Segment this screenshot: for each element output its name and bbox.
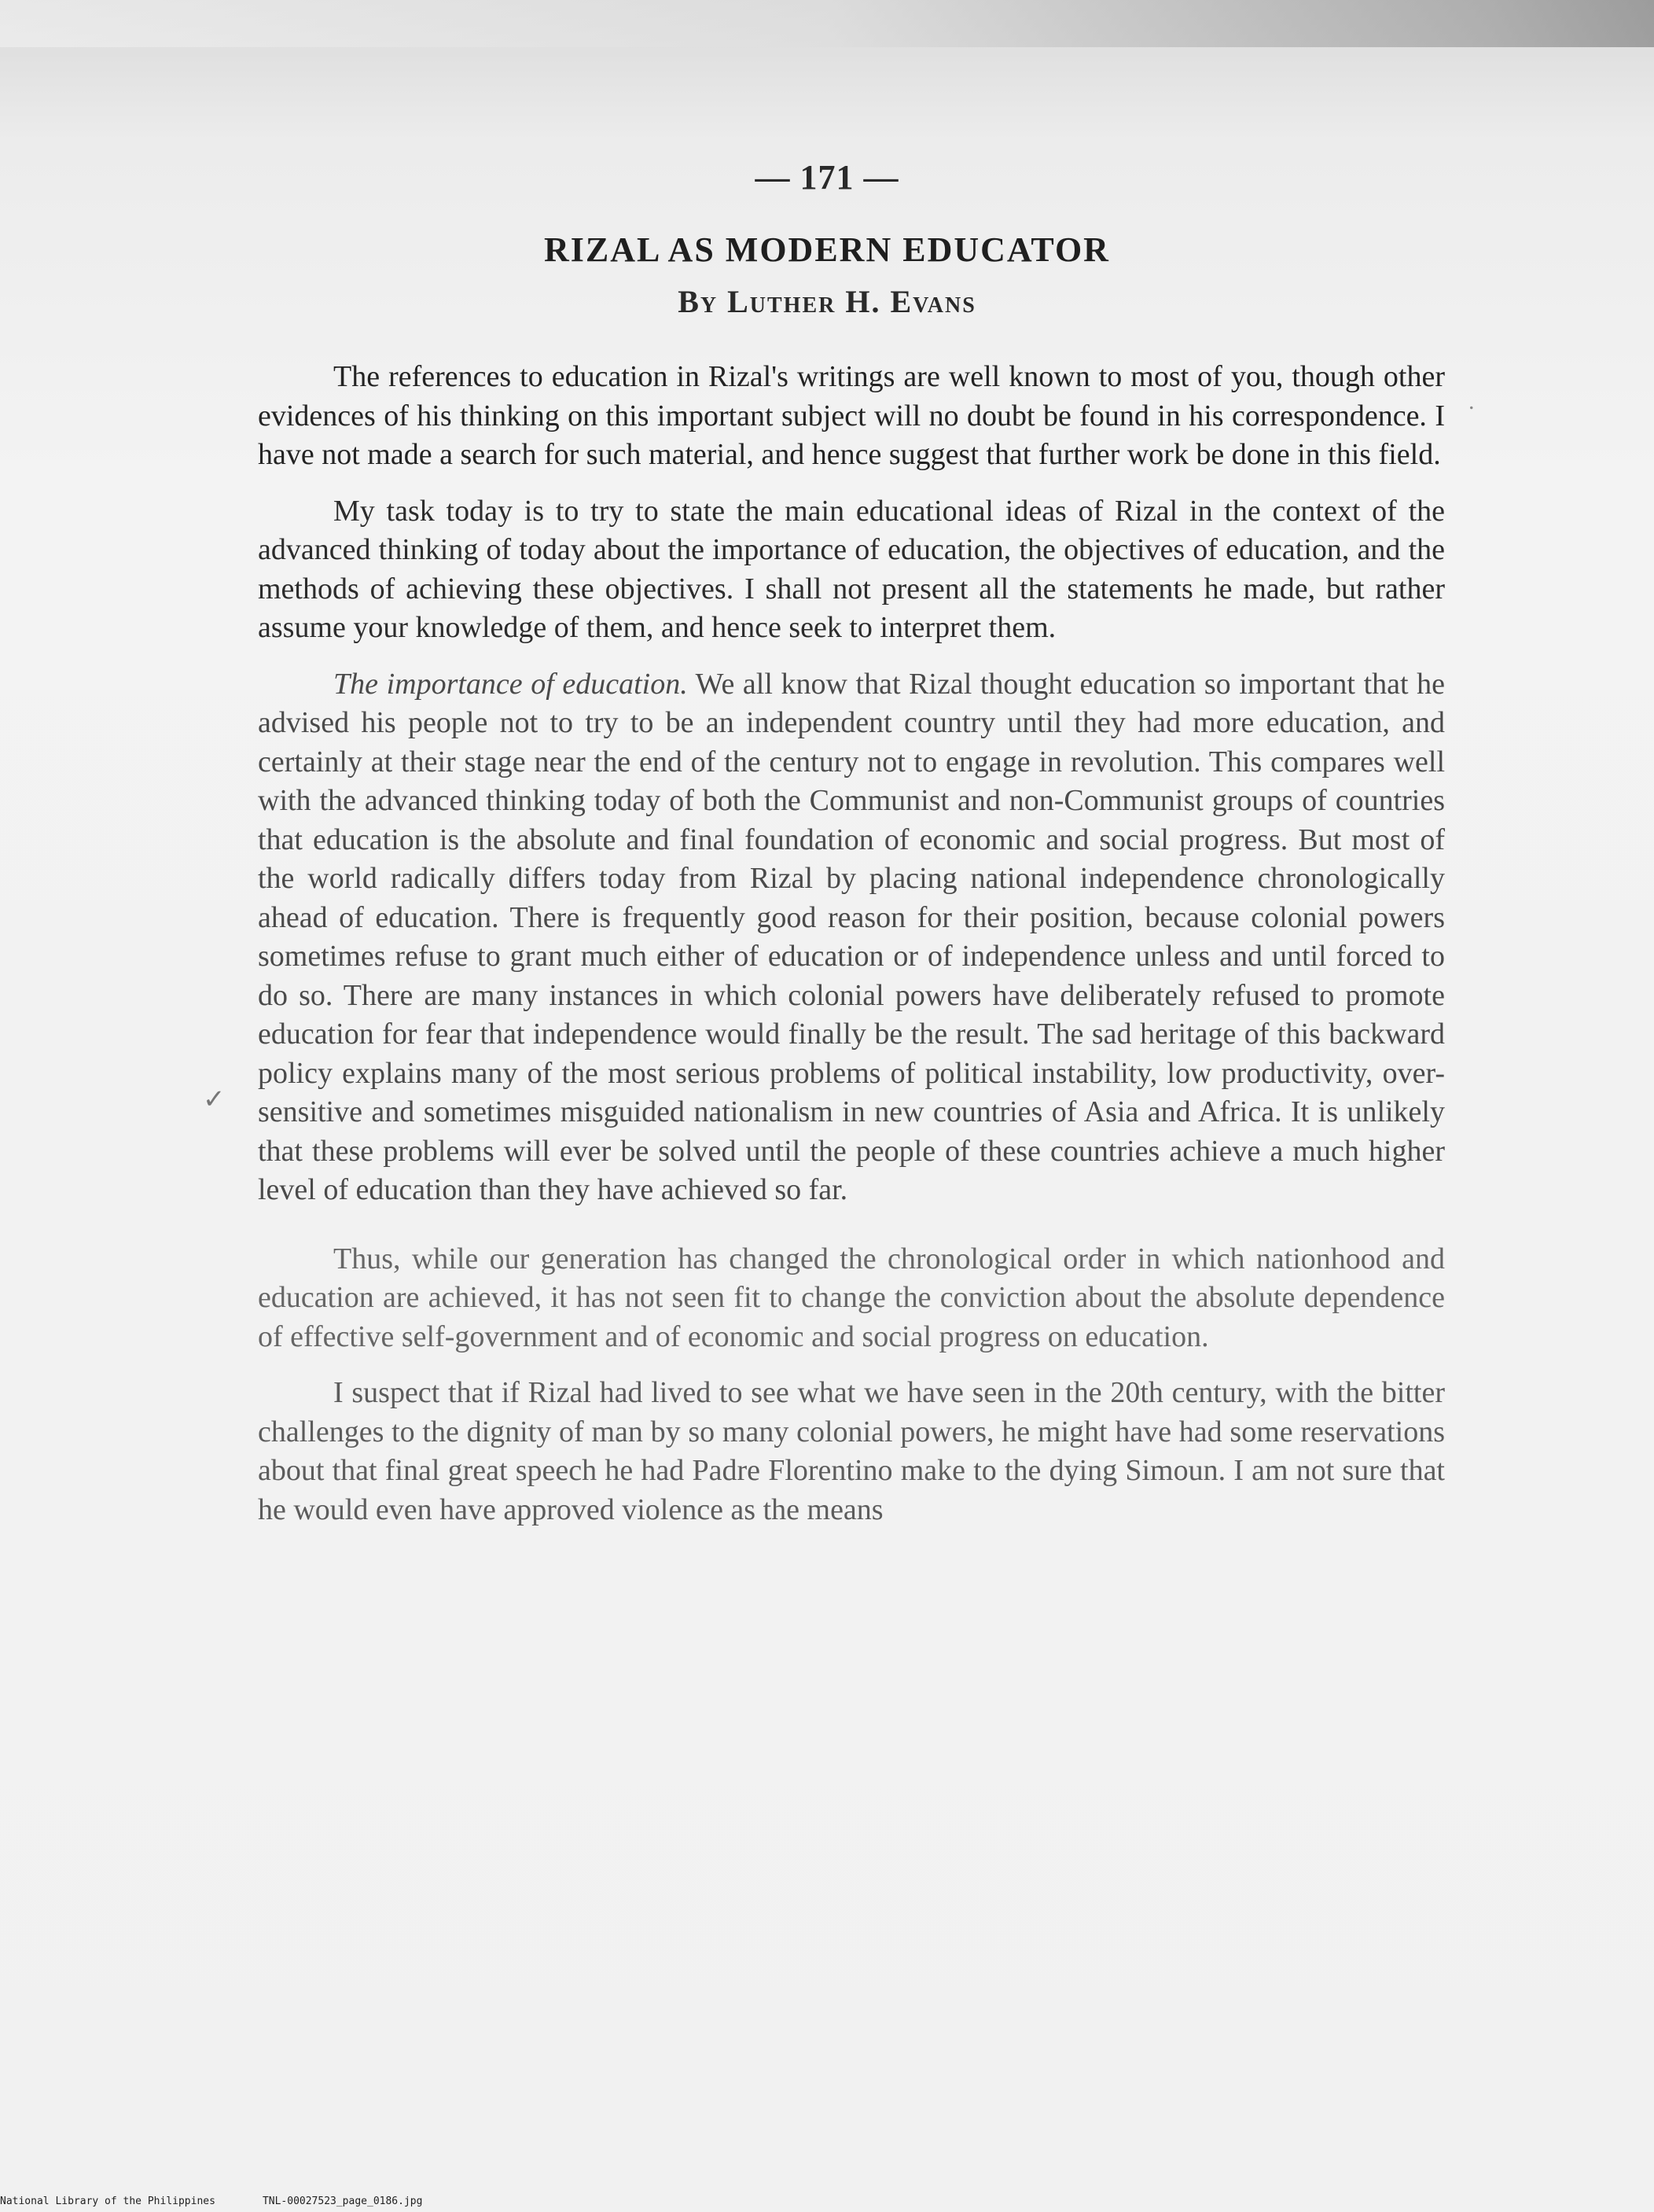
- paragraph-5-text: I suspect that if Rizal had lived to see what we have seen in the 20th century, with the bitter challenges to the dignity of man by so many colonial powers, he might have had some reservations about that final great speech he had Padre Florentino make to the dying Simoun. I am not sure that he would even have approved violence as the means: [258, 1376, 1445, 1526]
- article-title: RIZAL AS MODERN EDUCATOR: [544, 230, 1110, 269]
- margin-check-mark: ✓: [203, 1085, 226, 1114]
- page-number: — 171 —: [755, 158, 899, 197]
- article-byline: By Luther H. Evans: [678, 284, 976, 319]
- paragraph-4-text: Thus, while our generation has changed the chronological order in which nationhood and education are achieved, it has not seen fit to change the conviction about the absolute dependence of effective self-government and of economic and social progress on education.: [258, 1242, 1445, 1353]
- article-body: [258, 358, 1445, 1529]
- section-heading-importance: The importance of education.: [333, 667, 688, 701]
- footer-filename: TNL-00027523_page_0186.jpg: [262, 2195, 423, 2207]
- paragraph-4: [258, 1240, 1445, 1357]
- paragraph-2: [258, 492, 1445, 648]
- paragraph-3: [258, 665, 1445, 1210]
- footer-source: National Library of the Philippines: [0, 2195, 215, 2207]
- paragraph-3-text: We all know that Rizal thought education so important that he advised his people not to try to be an independent country until they had more education, and certainly at their stage near the end of the century not to engage in revolution. This compares well with the advanced thinking today of both the Communist and non-Communist groups of countries that education is the absolute and final foundation of economic and social progress. But most of the world radically differs today from Rizal by placing national independence chronologically ahead of education. There is frequently good reason for their position, because colonial powers sometimes refuse to grant much either of education or of independence unless and until forced to do so. There are many instances in which colonial powers have deliberately refused to promote education for fear that independence would finally be the result. The sad heritage of this backward policy explains many of the most serious problems of political instability, low productivity, over-sensitive and sometimes misguided nationalism in new countries of Asia and Africa. It is unlikely that these problems will ever be solved until the people of these countries achieve a much higher level of education than they have achieved so far.: [258, 667, 1446, 1206]
- paragraph-2-text: My task today is to try to state the main educational ideas of Rizal in the context of the advanced thinking of today about the importance of education, the objectives of education, and the methods of achieving these objectives. I shall not present all the statements he made, but rather assume your knowledge of them, and hence seek to interpret them.: [258, 494, 1445, 644]
- stray-mark: .: [1468, 388, 1475, 414]
- paragraph-5: [258, 1374, 1445, 1529]
- scan-footer: [0, 2195, 469, 2207]
- scan-edge-shadow: [0, 0, 1654, 47]
- paragraph-1: [258, 358, 1445, 475]
- paragraph-1-text: The references to education in Rizal's writings are well known to most of you, though other evidences of his thinking on this important subject will no doubt be found in his correspondence. I have not made a search for such material, and hence suggest that further work be done in this field.: [258, 360, 1445, 471]
